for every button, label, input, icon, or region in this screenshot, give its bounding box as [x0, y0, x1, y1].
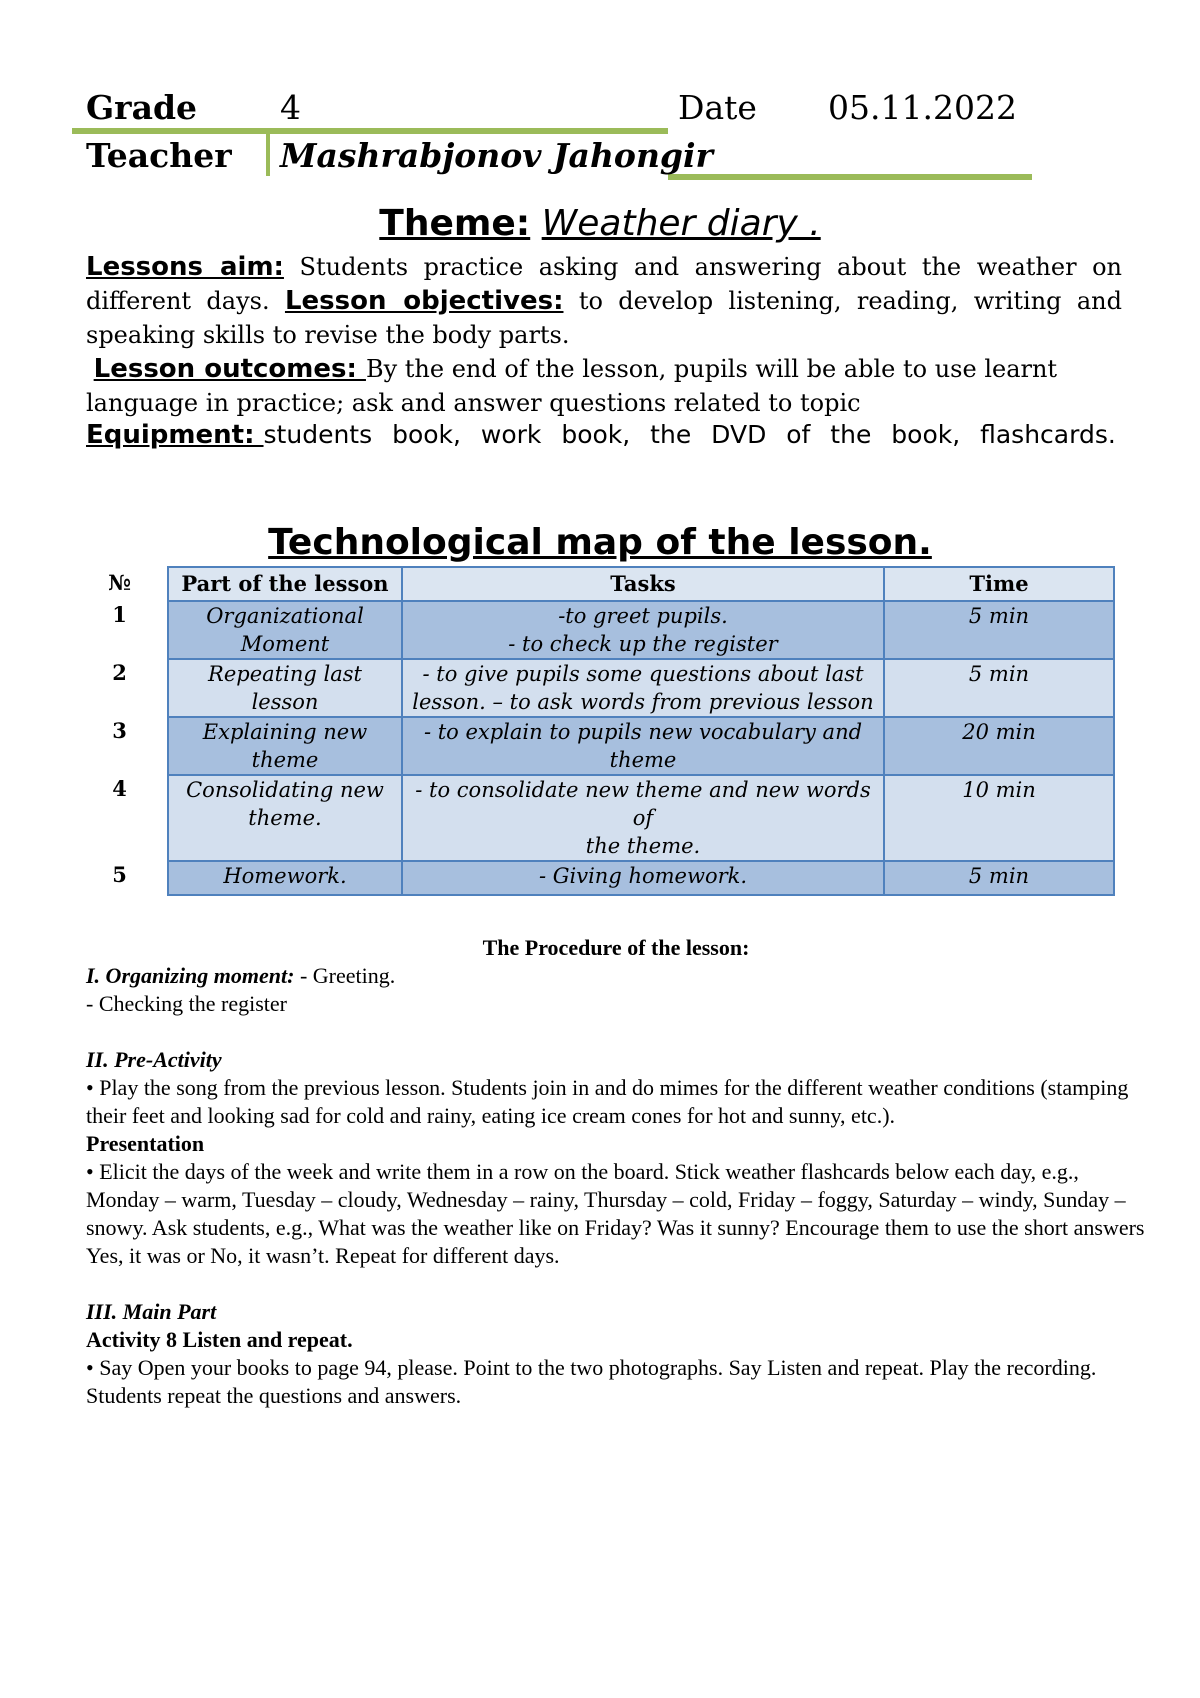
objectives-text: to develop listening, reading, writing and speaking skills to revise the body parts. [86, 287, 1123, 349]
activity-label: Activity 8 Listen and repeat. [86, 1327, 353, 1352]
row-num: 1 [72, 601, 168, 659]
organizing-label: I. Organizing moment: [86, 963, 295, 988]
theme-line [0, 203, 1200, 244]
table-row [72, 861, 1114, 895]
task-line: - to consolidate new theme and new words of [415, 778, 871, 830]
row-time: 5 min [884, 659, 1114, 717]
table-row [72, 775, 1114, 861]
outcomes-label: Lesson outcomes: [93, 354, 366, 384]
organizing-text: - Greeting. [294, 963, 396, 988]
aim-paragraph [86, 250, 1122, 352]
lesson-map-table [72, 566, 1115, 896]
header-part: Part of the lesson [168, 567, 402, 601]
outcomes-text: By the end of the lesson, pupils will be able to use learnt language in practice; ask and answer questions related to topic [86, 355, 1058, 417]
grade-label: Grade [86, 88, 198, 127]
row-part: Repeating last lesson [168, 659, 402, 717]
organizing-text-2: - Checking the register [86, 991, 287, 1016]
table-header-row [72, 567, 1114, 601]
aim-label: Lessons aim: [86, 252, 284, 282]
objectives-label: Lesson objectives: [284, 286, 564, 316]
row-tasks [402, 717, 884, 775]
theme-label: Theme: [379, 203, 531, 244]
presentation-text: • Elicit the days of the week and write them in a row on the board. Stick weather flashcards below each day, e.g., Monday – warm, Tuesday – cloudy, Wednesday – rainy, Thursday – cold, Friday – foggy, Saturday – windy, Sunday – snowy. Ask students, e.g., What was the weather like on Friday? Was it sunny? Encourage them to use the short answers Yes, it was or No, it wasn’t. Repeat for different days. [86, 1159, 1145, 1268]
row-part: Consolidating new theme. [168, 775, 402, 861]
pre-activity-text: • Play the song from the previous lesson. Students join in and do mimes for the different weather conditions (stamping their feet and looking sad for cold and rainy, eating ice cream cones for hot and sunny, etc.). [86, 1075, 1129, 1128]
activity-text: • Say Open your books to page 94, please. Point to the two photographs. Say Listen and repeat. Play the recording. Students repeat the questions and answers. [86, 1355, 1097, 1408]
pre-activity-label: II. Pre-Activity [86, 1047, 222, 1072]
row-tasks [402, 861, 884, 895]
row-time: 20 min [884, 717, 1114, 775]
organizing-moment [86, 962, 1146, 990]
map-title: Technological map of the lesson. [268, 522, 932, 563]
row-part: Homework. [168, 861, 402, 895]
teacher-label: Teacher [86, 136, 232, 175]
theme-value: Weather diary . [541, 203, 821, 244]
main-part-label: III. Main Part [86, 1299, 217, 1324]
task-line: theme [609, 748, 677, 772]
row-tasks [402, 775, 884, 861]
row-time: 10 min [884, 775, 1114, 861]
row-num: 5 [72, 861, 168, 895]
task-line: - Giving homework. [538, 864, 748, 888]
row-num: 2 [72, 659, 168, 717]
grade-value: 4 [280, 88, 301, 127]
row-time: 5 min [884, 861, 1114, 895]
row-tasks [402, 659, 884, 717]
header-time: Time [884, 567, 1114, 601]
row-tasks [402, 601, 884, 659]
header-rule-vertical [266, 128, 270, 176]
row-num: 3 [72, 717, 168, 775]
procedure-section [86, 934, 1146, 1410]
table-row [72, 717, 1114, 775]
task-line: lesson. – to ask words from previous lesson [412, 690, 874, 714]
outcomes-paragraph [86, 352, 1122, 420]
header-rule-top [72, 128, 668, 134]
row-part: Organizational Moment [168, 601, 402, 659]
aim-text: Students practice asking and answering about the weather on different days. [86, 253, 1123, 315]
date-value: 05.11.2022 [828, 88, 1017, 127]
procedure-title: The Procedure of the lesson: [482, 935, 750, 960]
header-tasks: Tasks [402, 567, 884, 601]
task-line: - to check up the register [508, 632, 778, 656]
header-rule-bottom [668, 174, 1032, 180]
task-line: -to greet pupils. [558, 604, 728, 628]
table-row [72, 601, 1114, 659]
header-num: № [72, 567, 168, 601]
task-line: the theme. [585, 834, 701, 858]
date-label: Date [678, 88, 757, 127]
equipment-paragraph [86, 418, 1122, 452]
equipment-text: students book, work book, the DVD of the book, flashcards. [263, 420, 1116, 449]
row-time: 5 min [884, 601, 1114, 659]
table-row [72, 659, 1114, 717]
equipment-label: Equipment: [86, 420, 264, 450]
row-part: Explaining new theme [168, 717, 402, 775]
task-line: - to explain to pupils new vocabulary and [423, 720, 863, 744]
presentation-label: Presentation [86, 1131, 205, 1156]
teacher-name: Mashrabjonov Jahongir [280, 136, 713, 175]
row-num: 4 [72, 775, 168, 861]
task-line: - to give pupils some questions about last [422, 662, 864, 686]
